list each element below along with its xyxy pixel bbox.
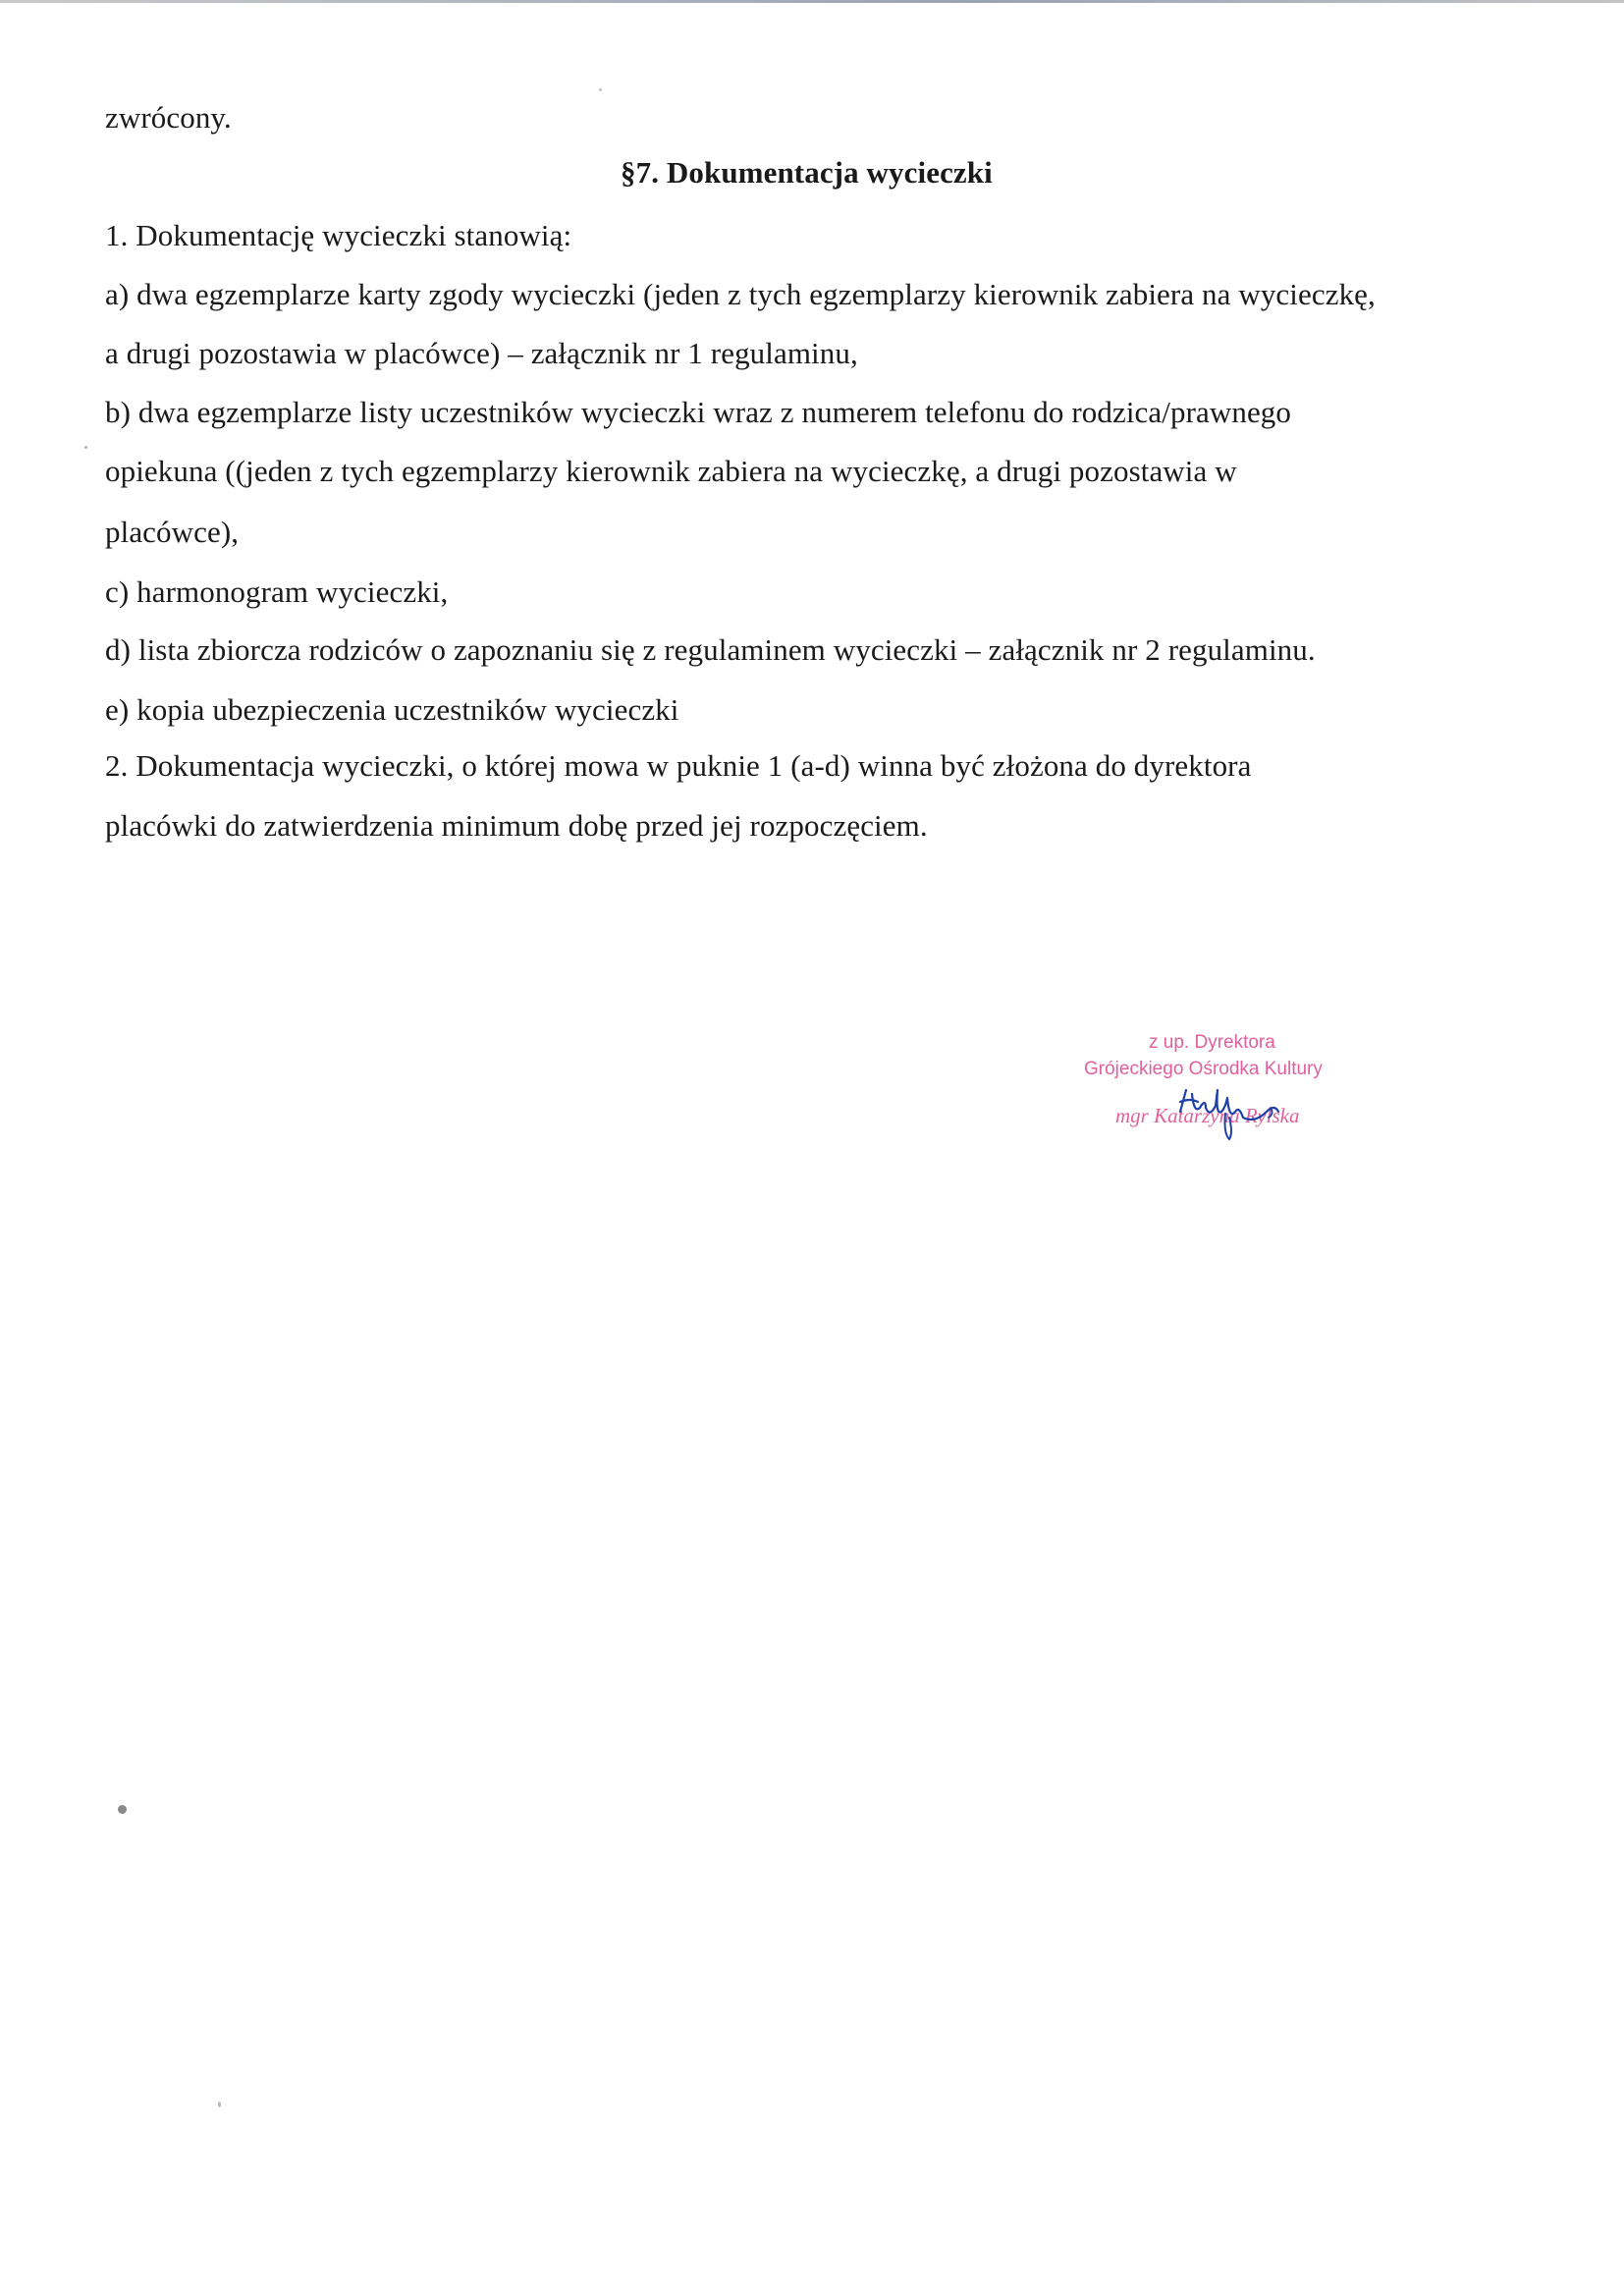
text-line-a2: a drugi pozostawia w placówce) – załącznik nr 1 regulaminu, (105, 336, 858, 370)
text-line-b3: placówce), (105, 515, 240, 549)
text-line-1: 1. Dokumentację wycieczki stanowią: (105, 218, 572, 252)
stamp-line-name: mgr Katarzyna Rylska (1115, 1104, 1300, 1127)
text-line-continuation: zwrócony. (105, 100, 232, 135)
text-line-c: c) harmonogram wycieczki, (105, 574, 449, 609)
text-line-a1: a) dwa egzemplarze karty zgody wycieczki (jeden z tych egzemplarzy kierownik zabiera na wycieczkę, (105, 277, 1376, 311)
text-line-2a: 2. Dokumentacja wycieczki, o której mowa w puknie 1 (a-d) winna być złożona do dyrektora (105, 748, 1252, 783)
text-line-b2: opiekuna ((jeden z tych egzemplarzy kierownik zabiera na wycieczkę, a drugi pozostawia w (105, 454, 1237, 488)
scan-speck (218, 2102, 221, 2107)
handwritten-signature (1176, 1068, 1284, 1147)
stamp-line-institution: Grójeckiego Ośrodka Kultury (1084, 1059, 1323, 1079)
section-heading: §7. Dokumentacja wycieczki (621, 155, 993, 190)
text-line-e: e) kopia ubezpieczenia uczestników wycieczki (105, 692, 679, 727)
text-line-d: d) lista zbiorcza rodziców o zapoznaniu się z regulaminem wycieczki – załącznik nr 2 regulaminu. (105, 632, 1316, 667)
scan-speck (599, 88, 602, 91)
scan-speck (118, 1805, 127, 1814)
stamp-line-authorization: z up. Dyrektora (1149, 1032, 1275, 1053)
text-line-b1: b) dwa egzemplarze listy uczestników wycieczki wraz z numerem telefonu do rodzica/prawnego (105, 395, 1292, 429)
scan-top-edge (0, 0, 1624, 3)
official-stamp (1070, 1029, 1394, 1147)
text-line-2b: placówki do zatwierdzenia minimum dobę przed jej rozpoczęciem. (105, 808, 928, 843)
scan-speck (84, 446, 87, 449)
